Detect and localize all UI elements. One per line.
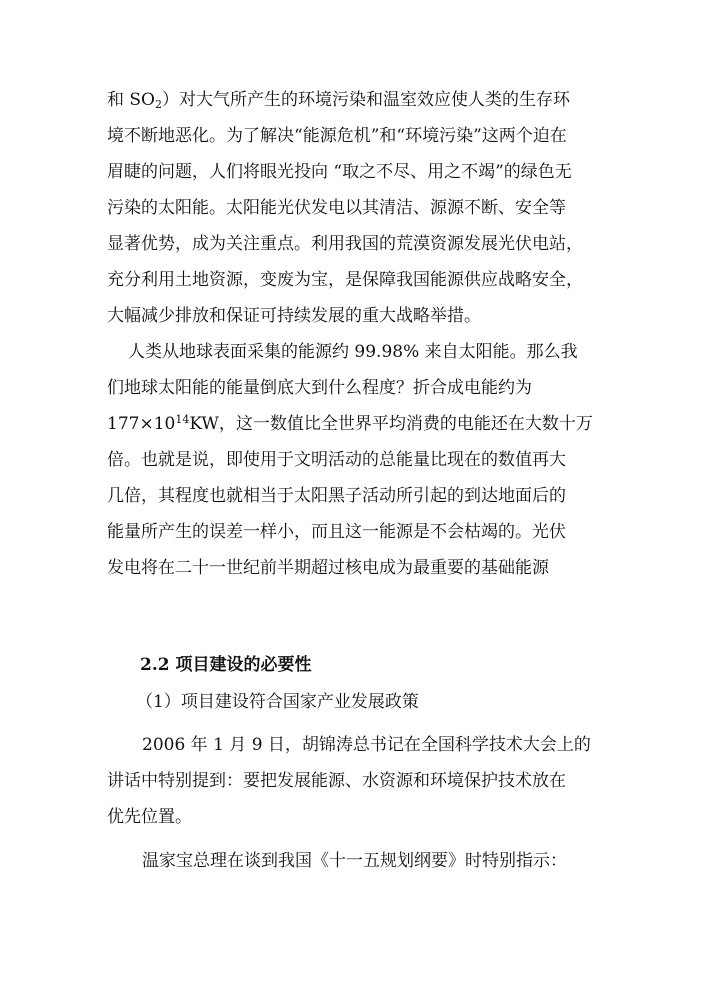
paragraph-1-line-1: [107, 88, 597, 112]
p1-line1-rest: ）对大气所产生的环境污染和温室效应使人类的生存环: [162, 90, 570, 110]
paragraph-2-line-6: 能量所产生的误差一样小，而且这一能源是不会枯竭的。光伏: [107, 522, 566, 542]
p1-line1-text: 和 SO: [107, 90, 155, 110]
paragraph-2-line-7: 发电将在二十一世纪前半期超过核电成为最重要的基础能源: [107, 558, 549, 578]
paragraph-2-line-4: 倍。也就是说，即使用于文明活动的总能量比现在的数值再大: [107, 450, 566, 470]
p2-line3-rest: KW，这一数值比全世界平均消费的电能还在大数十万: [189, 414, 593, 434]
section-heading: 2.2 项目建设的必要性: [140, 655, 312, 675]
paragraph-1-line-3: 眉睫的问题，人们将眼光投向 “取之不尽、用之不竭”的绿色无: [107, 162, 572, 182]
paragraph-3-line-3: 优先位置。: [107, 807, 192, 827]
section-subheading: （1）项目建设符合国家产业发展政策: [136, 692, 419, 712]
paragraph-1-line-4: 污染的太阳能。太阳能光伏发电以其清洁、源源不断、安全等: [107, 198, 566, 218]
paragraph-1-line-7: 大幅减少排放和保证可持续发展的重大战略举措。: [107, 306, 481, 326]
paragraph-4-line-1: 温家宝总理在谈到我国《十一五规划纲要》时特别指示：: [142, 851, 567, 871]
exponent-superscript: 14: [175, 413, 190, 426]
paragraph-3-line-1: 2006 年 1 月 9 日，胡锦涛总书记在全国科学技术大会上的: [142, 735, 591, 755]
paragraph-1-line-5: 显著优势，成为关注重点。利用我国的荒漠资源发展光伏电站，: [107, 234, 583, 254]
paragraph-2-line-3: [107, 412, 597, 436]
paragraph-2-line-2: 们地球太阳能的能量倒底大到什么程度？折合成电能约为: [107, 378, 532, 398]
p2-line3-number: 177×10: [107, 414, 176, 434]
paragraph-1-line-2: 境不断地恶化。为了解决“能源危机”和“环境污染”这两个迫在: [107, 126, 567, 146]
paragraph-2-line-5: 几倍，其程度也就相当于太阳黑子活动所引起的到达地面后的: [107, 486, 566, 506]
paragraph-2-line-1: 人类从地球表面采集的能源约 99.98% 来自太阳能。那么我: [128, 342, 578, 362]
paragraph-3-line-2: 讲话中特别提到：要把发展能源、水资源和环境保护技术放在: [107, 771, 566, 791]
paragraph-1-line-6: 充分利用土地资源，变废为宝，是保障我国能源供应战略安全，: [107, 270, 583, 290]
so2-subscript: 2: [155, 98, 162, 111]
